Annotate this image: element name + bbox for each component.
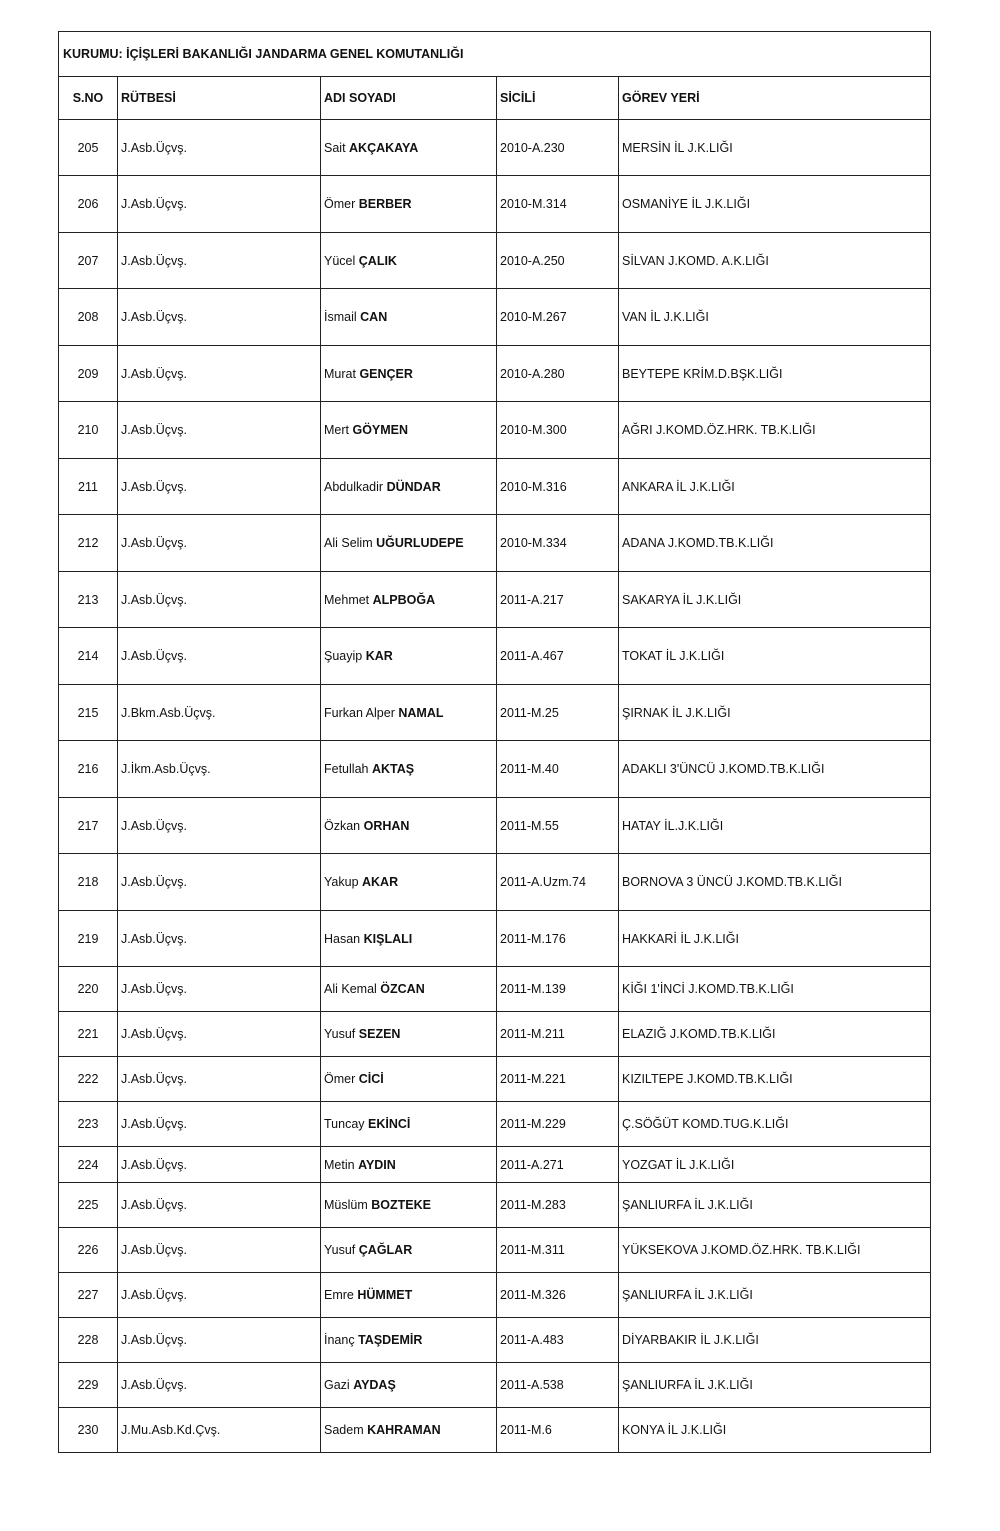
cell-duty-station: TOKAT İL J.K.LIĞI (619, 628, 931, 685)
table-row (59, 854, 931, 911)
last-name: AKTAŞ (371, 762, 415, 776)
cell-sno: 206 (59, 176, 118, 233)
table-row (59, 176, 931, 233)
cell-sno: 222 (59, 1057, 118, 1102)
header-row (59, 77, 931, 120)
cell-rank: J.İkm.Asb.Üçvş. (118, 741, 321, 798)
table-row (59, 120, 931, 176)
cell-rank: J.Asb.Üçvş. (118, 233, 321, 289)
cell-duty-station: YÜKSEKOVA J.KOMD.ÖZ.HRK. TB.K.LIĞI (619, 1228, 931, 1273)
header-duty-station: GÖREV YERİ (619, 77, 931, 120)
cell-sicil: 2011-M.6 (497, 1408, 619, 1453)
cell-sno: 213 (59, 572, 118, 628)
first-name: Metin (324, 1157, 355, 1172)
personnel-table (58, 31, 931, 1453)
first-name: İnanç (324, 1333, 355, 1347)
cell-duty-station: DİYARBAKIR İL J.K.LIĞI (619, 1318, 931, 1363)
last-name: NAMAL (398, 705, 444, 720)
cell-rank: J.Asb.Üçvş. (118, 967, 321, 1012)
last-name: GENÇER (359, 366, 413, 381)
last-name: BERBER (358, 197, 412, 211)
cell-sicil: 2011-M.176 (497, 911, 619, 967)
header-rank: RÜTBESİ (118, 77, 321, 120)
cell-sno: 207 (59, 233, 118, 289)
cell-sicil: 2011-M.311 (497, 1228, 619, 1273)
cell-rank: J.Asb.Üçvş. (118, 1012, 321, 1057)
last-name: HÜMMET (357, 1288, 413, 1302)
table-row (59, 1147, 931, 1183)
last-name: DÜNDAR (386, 479, 441, 494)
cell-sicil: 2011-A.483 (497, 1318, 619, 1363)
cell-duty-station: ŞIRNAK İL J.K.LIĞI (619, 685, 931, 741)
cell-name (321, 854, 497, 911)
cell-sicil: 2010-M.334 (497, 515, 619, 572)
first-name: Furkan Alper (324, 705, 395, 720)
institution-row (59, 32, 931, 77)
first-name: Ömer (324, 197, 356, 211)
table-row (59, 1318, 931, 1363)
cell-sicil: 2011-A.Uzm.74 (497, 854, 619, 911)
cell-name (321, 1183, 497, 1228)
last-name: ALPBOĞA (372, 592, 436, 607)
last-name: CAN (360, 310, 388, 324)
cell-name (321, 1147, 497, 1183)
cell-rank: J.Asb.Üçvş. (118, 1183, 321, 1228)
cell-name (321, 628, 497, 685)
cell-rank: J.Asb.Üçvş. (118, 572, 321, 628)
table-row (59, 346, 931, 402)
cell-duty-station: HAKKARİ İL J.K.LIĞI (619, 911, 931, 967)
table-row (59, 967, 931, 1012)
cell-sno: 217 (59, 798, 118, 854)
cell-sicil: 2011-A.538 (497, 1363, 619, 1408)
cell-rank: J.Asb.Üçvş. (118, 120, 321, 176)
last-name: ÖZCAN (380, 982, 425, 996)
first-name: Ali Selim (324, 536, 373, 550)
cell-sno: 219 (59, 911, 118, 967)
table-row (59, 402, 931, 459)
table-row (59, 1363, 931, 1408)
last-name: AYDIN (358, 1157, 396, 1172)
cell-sicil: 2011-A.217 (497, 572, 619, 628)
last-name: ORHAN (363, 818, 410, 833)
cell-name (321, 515, 497, 572)
last-name: BOZTEKE (371, 1198, 431, 1212)
cell-name (321, 911, 497, 967)
cell-duty-station: BEYTEPE KRİM.D.BŞK.LIĞI (619, 346, 931, 402)
last-name: AKÇAKAYA (349, 140, 419, 155)
table-row (59, 1228, 931, 1273)
first-name: Müslüm (324, 1198, 368, 1212)
last-name: ÇAĞLAR (358, 1243, 413, 1257)
cell-sicil: 2011-A.271 (497, 1147, 619, 1183)
first-name: Emre (324, 1288, 354, 1302)
first-name: Tuncay (324, 1117, 365, 1131)
cell-sno: 218 (59, 854, 118, 911)
first-name: Hasan (324, 931, 361, 946)
cell-sicil: 2010-A.230 (497, 120, 619, 176)
table-row (59, 1012, 931, 1057)
cell-sicil: 2011-M.229 (497, 1102, 619, 1147)
cell-name (321, 1102, 497, 1147)
cell-sicil: 2011-A.467 (497, 628, 619, 685)
cell-rank: J.Asb.Üçvş. (118, 459, 321, 515)
cell-sno: 216 (59, 741, 118, 798)
first-name: Şuayip (324, 649, 363, 663)
cell-duty-station: KONYA İL J.K.LIĞI (619, 1408, 931, 1453)
cell-duty-station: ŞANLIURFA İL J.K.LIĞI (619, 1273, 931, 1318)
cell-sicil: 2011-M.211 (497, 1012, 619, 1057)
cell-duty-station: MERSİN İL J.K.LIĞI (619, 120, 931, 176)
cell-sicil: 2010-M.316 (497, 459, 619, 515)
first-name: Sadem (324, 1423, 364, 1437)
cell-duty-station: AĞRI J.KOMD.ÖZ.HRK. TB.K.LIĞI (619, 402, 931, 459)
cell-sno: 208 (59, 289, 118, 346)
cell-rank: J.Asb.Üçvş. (118, 289, 321, 346)
table-row (59, 1273, 931, 1318)
last-name: KAR (365, 649, 393, 663)
cell-sno: 224 (59, 1147, 118, 1183)
first-name: Yakup (324, 875, 359, 889)
first-name: İsmail (324, 310, 357, 324)
last-name: SEZEN (358, 1027, 401, 1041)
table-row (59, 1102, 931, 1147)
cell-sno: 209 (59, 346, 118, 402)
header-name: ADI SOYADI (321, 77, 497, 120)
first-name: Ali Kemal (324, 982, 377, 996)
table-row (59, 741, 931, 798)
cell-name (321, 176, 497, 233)
institution-title: KURUMU: İÇİŞLERİ BAKANLIĞI JANDARMA GENEL KOMUTANLIĞI (59, 32, 931, 77)
cell-name (321, 1408, 497, 1453)
cell-rank: J.Asb.Üçvş. (118, 515, 321, 572)
last-name: KIŞLALI (363, 931, 413, 946)
cell-sno: 212 (59, 515, 118, 572)
cell-duty-station: ELAZIĞ J.KOMD.TB.K.LIĞI (619, 1012, 931, 1057)
table-row (59, 1057, 931, 1102)
cell-duty-station: ADAKLI 3'ÜNCÜ J.KOMD.TB.K.LIĞI (619, 741, 931, 798)
cell-duty-station: YOZGAT İL J.K.LIĞI (619, 1147, 931, 1183)
cell-name (321, 1318, 497, 1363)
last-name: KAHRAMAN (367, 1423, 441, 1437)
cell-rank: J.Asb.Üçvş. (118, 1147, 321, 1183)
cell-name (321, 967, 497, 1012)
first-name: Ömer (324, 1072, 356, 1086)
table-row (59, 515, 931, 572)
table-row (59, 459, 931, 515)
cell-sicil: 2011-M.40 (497, 741, 619, 798)
last-name: ÇALIK (358, 253, 397, 268)
first-name: Abdulkadir (324, 479, 384, 494)
cell-duty-station: KİĞI 1'İNCİ J.KOMD.TB.K.LIĞI (619, 967, 931, 1012)
cell-sno: 229 (59, 1363, 118, 1408)
cell-sno: 227 (59, 1273, 118, 1318)
table-row (59, 628, 931, 685)
cell-sno: 220 (59, 967, 118, 1012)
cell-sno: 221 (59, 1012, 118, 1057)
cell-sno: 205 (59, 120, 118, 176)
cell-name (321, 120, 497, 176)
table-row (59, 798, 931, 854)
cell-sicil: 2010-M.314 (497, 176, 619, 233)
cell-duty-station: ADANA J.KOMD.TB.K.LIĞI (619, 515, 931, 572)
cell-name (321, 402, 497, 459)
cell-name (321, 1012, 497, 1057)
cell-duty-station: Ç.SÖĞÜT KOMD.TUG.K.LIĞI (619, 1102, 931, 1147)
table-row (59, 911, 931, 967)
cell-duty-station: SİLVAN J.KOMD. A.K.LIĞI (619, 233, 931, 289)
first-name: Yusuf (324, 1243, 356, 1257)
cell-sicil: 2011-M.326 (497, 1273, 619, 1318)
first-name: Yücel (324, 253, 356, 268)
cell-name (321, 741, 497, 798)
cell-rank: J.Asb.Üçvş. (118, 1273, 321, 1318)
last-name: CİCİ (358, 1072, 384, 1086)
cell-sno: 215 (59, 685, 118, 741)
header-sno: S.NO (59, 77, 118, 120)
table-row (59, 685, 931, 741)
first-name: Yusuf (324, 1027, 356, 1041)
cell-sicil: 2011-M.221 (497, 1057, 619, 1102)
cell-duty-station: VAN İL J.K.LIĞI (619, 289, 931, 346)
cell-duty-station: BORNOVA 3 ÜNCÜ J.KOMD.TB.K.LIĞI (619, 854, 931, 911)
cell-rank: J.Asb.Üçvş. (118, 402, 321, 459)
cell-rank: J.Asb.Üçvş. (118, 1102, 321, 1147)
cell-name (321, 572, 497, 628)
cell-sno: 223 (59, 1102, 118, 1147)
cell-rank: J.Asb.Üçvş. (118, 628, 321, 685)
cell-sicil: 2010-A.250 (497, 233, 619, 289)
cell-duty-station: ANKARA İL J.K.LIĞI (619, 459, 931, 515)
table-row (59, 1408, 931, 1453)
first-name: Mehmet (324, 592, 370, 607)
cell-duty-station: ŞANLIURFA İL J.K.LIĞI (619, 1183, 931, 1228)
table-row (59, 233, 931, 289)
cell-rank: J.Asb.Üçvş. (118, 346, 321, 402)
cell-rank: J.Mu.Asb.Kd.Çvş. (118, 1408, 321, 1453)
cell-sno: 214 (59, 628, 118, 685)
last-name: TAŞDEMİR (358, 1333, 423, 1347)
last-name: GÖYMEN (352, 423, 409, 437)
last-name: AYDAŞ (353, 1378, 396, 1392)
cell-sno: 228 (59, 1318, 118, 1363)
cell-sno: 226 (59, 1228, 118, 1273)
cell-sicil: 2010-M.300 (497, 402, 619, 459)
cell-rank: J.Bkm.Asb.Üçvş. (118, 685, 321, 741)
cell-rank: J.Asb.Üçvş. (118, 1318, 321, 1363)
first-name: Sait (324, 140, 346, 155)
cell-sicil: 2010-M.267 (497, 289, 619, 346)
first-name: Gazi (324, 1378, 350, 1392)
cell-sno: 211 (59, 459, 118, 515)
cell-name (321, 798, 497, 854)
table-row (59, 289, 931, 346)
table-row (59, 1183, 931, 1228)
first-name: Mert (324, 423, 349, 437)
cell-name (321, 1363, 497, 1408)
cell-name (321, 1228, 497, 1273)
last-name: AKAR (362, 875, 399, 889)
cell-sicil: 2011-M.283 (497, 1183, 619, 1228)
cell-sicil: 2011-M.55 (497, 798, 619, 854)
cell-name (321, 1273, 497, 1318)
cell-sicil: 2011-M.139 (497, 967, 619, 1012)
cell-duty-station: ŞANLIURFA İL J.K.LIĞI (619, 1363, 931, 1408)
cell-rank: J.Asb.Üçvş. (118, 798, 321, 854)
cell-name (321, 685, 497, 741)
first-name: Fetullah (324, 762, 369, 776)
last-name: UĞURLUDEPE (376, 536, 464, 550)
cell-name (321, 289, 497, 346)
cell-name (321, 459, 497, 515)
cell-name (321, 346, 497, 402)
cell-duty-station: HATAY İL.J.K.LIĞI (619, 798, 931, 854)
first-name: Özkan (324, 818, 361, 833)
first-name: Murat (324, 366, 356, 381)
cell-rank: J.Asb.Üçvş. (118, 911, 321, 967)
cell-duty-station: SAKARYA İL J.K.LIĞI (619, 572, 931, 628)
cell-sicil: 2011-M.25 (497, 685, 619, 741)
cell-sicil: 2010-A.280 (497, 346, 619, 402)
cell-rank: J.Asb.Üçvş. (118, 1057, 321, 1102)
cell-name (321, 233, 497, 289)
header-sicil: SİCİLİ (497, 77, 619, 120)
cell-rank: J.Asb.Üçvş. (118, 854, 321, 911)
cell-duty-station: OSMANİYE İL J.K.LIĞI (619, 176, 931, 233)
cell-rank: J.Asb.Üçvş. (118, 1363, 321, 1408)
last-name: EKİNCİ (368, 1117, 411, 1131)
cell-sno: 230 (59, 1408, 118, 1453)
table-row (59, 572, 931, 628)
cell-name (321, 1057, 497, 1102)
cell-duty-station: KIZILTEPE J.KOMD.TB.K.LIĞI (619, 1057, 931, 1102)
cell-rank: J.Asb.Üçvş. (118, 176, 321, 233)
cell-sno: 225 (59, 1183, 118, 1228)
cell-sno: 210 (59, 402, 118, 459)
cell-rank: J.Asb.Üçvş. (118, 1228, 321, 1273)
